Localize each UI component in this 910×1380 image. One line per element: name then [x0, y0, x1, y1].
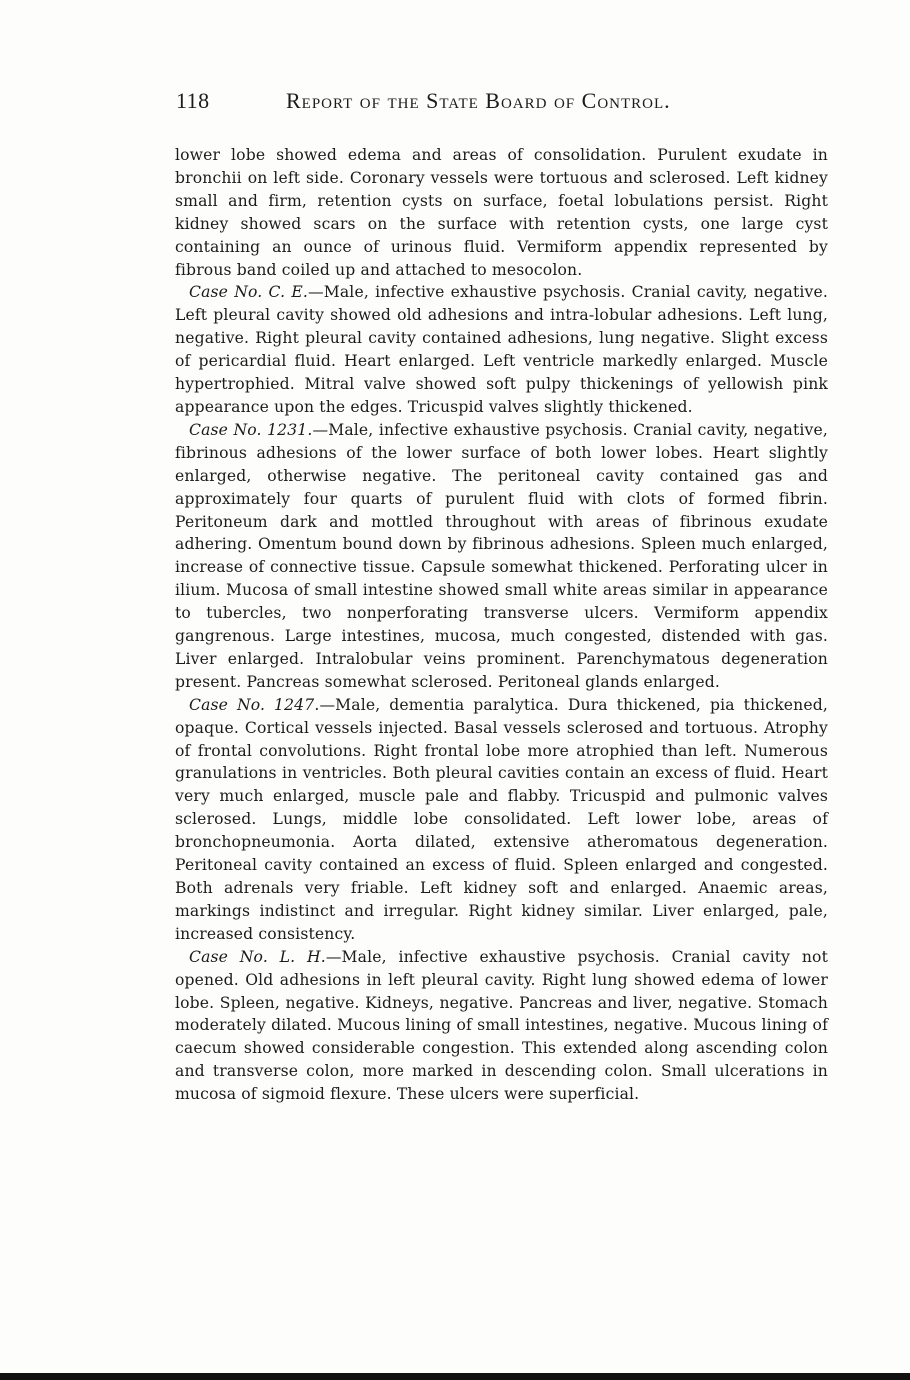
running-title: Report of the State Board of Control. [286, 88, 671, 113]
paragraph-case-1247 [175, 694, 828, 946]
paragraph-case-1231 [175, 419, 828, 694]
case-label: Case No. L. H. [189, 947, 326, 966]
paragraph-text: lower lobe showed edema and areas of consolidation. Purulent exudate in bronchii on left side. Coronary vessels were tortuous and sclerosed. Left kidney small and firm, retention cysts on surface, foetal lobulations persist. Right kidney showed scars on the surface with retention cysts, one large cyst containing an ounce of urinous fluid. Vermiform appendix represented by fibrous band coiled up and attached to mesocolon. [175, 146, 828, 279]
paragraph-case-lh [175, 946, 828, 1106]
scan-bottom-edge [0, 1373, 910, 1380]
paragraph-text: —Male, infective exhaustive psychosis. Cranial cavity not opened. Old adhesions in left pleural cavity. Right lung showed edema of lower lobe. Spleen, negative. Kidneys, negative. Pancreas and liver, negative. Stomach moderately dilated. Mucous lining of small intestines, negative. Mucous lining of caecum showed considerable congestion. This extended along ascending colon and transverse colon, more marked in descending colon. Small ulcerations in mucosa of sigmoid flexure. These ulcers were superficial. [175, 947, 828, 1104]
case-label: Case No. 1247. [189, 695, 320, 714]
case-label: Case No. C. E. [189, 283, 308, 302]
page-number: 118 [176, 88, 210, 113]
paragraph-case-ce [175, 281, 828, 418]
paragraph-text: —Male, dementia paralytica. Dura thickened, pia thickened, opaque. Cortical vessels injected. Basal vessels sclerosed and tortuous. Atrophy of frontal convolutions. Right frontal lobe more atrophied than left. Numerous granulations in ventricles. Both pleural cavities contain an excess of fluid. Heart very much enlarged, muscle pale and flabby. Tricuspid and pulmonic valves sclerosed. Lungs, middle lobe consolidated. Left lower lobe, areas of bronchopneumonia. Aorta dilated, extensive atheromatous degeneration. Peritoneal cavity contained an excess of fluid. Spleen enlarged and congested. Both adrenals very friable. Left kidney soft and enlarged. Anaemic areas, markings indistinct and irregular. Right kidney similar. Liver enlarged, pale, increased consistency. [175, 695, 828, 943]
paragraph-continuation [175, 144, 828, 281]
paragraph-text: —Male, infective exhaustive psychosis. Cranial cavity, negative. Left pleural cavity showed old adhesions and intra-lobular adhesions. Left lung, negative. Right pleural cavity contained adhesions, lung negative. Slight excess of pericardial fluid. Heart enlarged. Left ventricle markedly enlarged. Muscle hypertrophied. Mitral valve showed soft pulpy thickenings of yellowish pink appearance upon the edges. Tricuspid valves slightly thickened. [175, 283, 828, 416]
running-header [176, 88, 826, 118]
case-label: Case No. 1231. [189, 420, 313, 439]
paragraph-text: —Male, infective exhaustive psychosis. Cranial cavity, negative, fibrinous adhesions of the lower surface of both lower lobes. Heart slightly enlarged, otherwise negative. The peritoneal cavity contained gas and approximately four quarts of purulent fluid with clots of formed fibrin. Peritoneum dark and mottled throughout with areas of fibrinous exudate adhering. Omentum bound down by fibrinous adhesions. Spleen much enlarged, increase of connective tissue. Capsule somewhat thickened. Perforating ulcer in ilium. Mucosa of small intestine showed small white areas similar in appearance to tubercles, two nonperforating transverse ulcers. Vermiform appendix gangrenous. Large intestines, mucosa, much congested, distended with gas. Liver enlarged. Intralobular veins prominent. Parenchymatous degeneration present. Pancreas somewhat sclerosed. Peritoneal glands enlarged. [175, 420, 828, 691]
body-text [175, 144, 828, 1106]
